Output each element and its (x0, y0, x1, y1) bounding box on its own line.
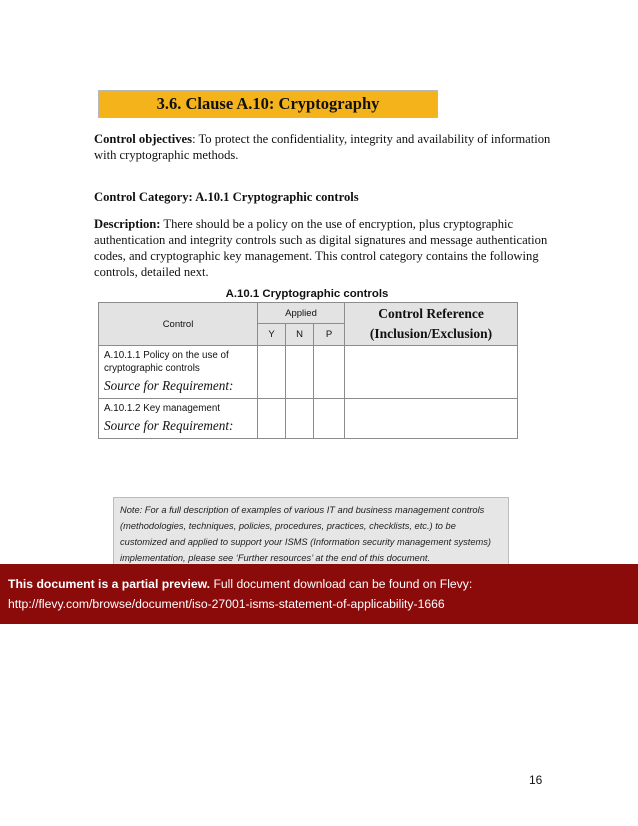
table-header-row (99, 303, 518, 324)
control-category-label: Control Category: A.10.1 Cryptographic controls (94, 190, 359, 204)
control-category-paragraph (94, 189, 552, 205)
preview-banner (0, 564, 638, 624)
control-reference-cell[interactable] (345, 399, 518, 439)
applied-n-cell[interactable] (286, 346, 314, 399)
preview-banner-text: Full document download can be found on Flevy: (210, 577, 473, 591)
applied-p-cell[interactable] (314, 399, 345, 439)
applied-n-header: N (286, 324, 314, 346)
description-label: Description: (94, 217, 161, 231)
control-column-header: Control (99, 303, 258, 346)
controls-table (98, 302, 518, 439)
control-reference-cell[interactable] (345, 346, 518, 399)
source-for-requirement: Source for Requirement: (104, 378, 234, 393)
table-row (99, 346, 518, 399)
page-number: 16 (529, 773, 543, 787)
download-link[interactable]: http://flevy.com/browse/document/iso-27001-isms-statement-of-applicability-1666 (8, 597, 445, 611)
applied-n-cell[interactable] (286, 399, 314, 439)
applied-y-header: Y (258, 324, 286, 346)
control-objectives-text: : To protect the confidentiality, integrity and availability of information with cryptographic methods. (94, 132, 551, 162)
control-name: A.10.1.2 Key management (104, 403, 221, 414)
applied-column-header: Applied (258, 303, 345, 324)
preview-banner-bold: This document is a partial preview. (8, 577, 211, 591)
preview-banner-message (8, 574, 630, 594)
description-text: There should be a policy on the use of encryption, plus cryptographic authentication and integrity controls such as digital signatures and message authentication codes, and cryptographic key management. This control category contains the following controls, detailed next. (94, 217, 548, 279)
section-heading: 3.6. Clause A.10: Cryptography (98, 90, 438, 118)
applied-p-cell[interactable] (314, 346, 345, 399)
table-row (99, 399, 518, 439)
control-name: A.10.1.1 Policy on the use of cryptographic controls (104, 350, 229, 374)
control-reference-column-header (345, 303, 518, 346)
control-objectives-label: Control objectives (94, 132, 193, 146)
note-box: Note: For a full description of examples of various IT and business management controls (methodologies, techniques, policies, procedures, practices, checklists, etc.) to be customized and applied to support your ISMS (Information security management systems) implementation, please see ‘Further resources’ at the end of this document. (113, 497, 509, 569)
control-reference-header-line1: Control Reference (378, 306, 484, 321)
table-caption: A.10.1 Cryptographic controls (225, 288, 389, 300)
control-cell (99, 346, 258, 399)
control-objectives-paragraph (94, 131, 552, 163)
applied-y-cell[interactable] (258, 399, 286, 439)
applied-p-header: P (314, 324, 345, 346)
control-reference-header-line2: (Inclusion/Exclusion) (369, 326, 493, 341)
control-cell (99, 399, 258, 439)
applied-y-cell[interactable] (258, 346, 286, 399)
source-for-requirement: Source for Requirement: (104, 418, 234, 433)
description-paragraph (94, 216, 552, 280)
